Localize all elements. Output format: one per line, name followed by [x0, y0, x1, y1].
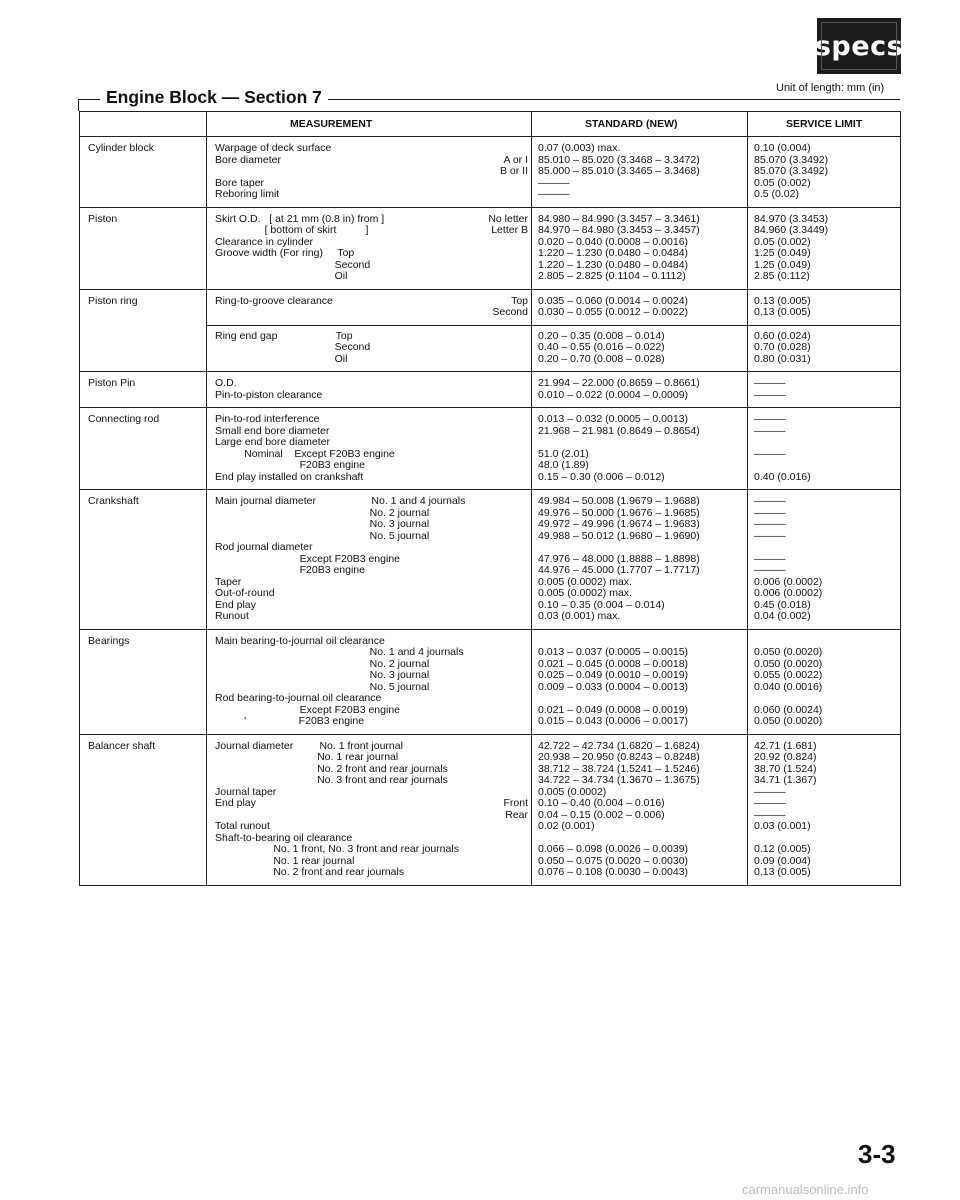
measurement-cell: Main bearing-to-journal oil clearance No. 1 and 4 journals No. 2 journal No. 3 journal No. 5 journal Rod bearing-to-journal oil clearance Except F20B3 engine ' F20B3 engine: [215, 634, 464, 727]
measurement-cell: O.D. Pin-to-piston clearance: [215, 377, 323, 401]
spec-table: [79, 111, 901, 886]
specs-logo: specs: [817, 18, 901, 74]
unit-note: Unit of length: mm (in): [776, 82, 885, 94]
header-measurement: MEASUREMENT: [290, 118, 373, 130]
column-divider: [206, 490, 207, 629]
table-row: [80, 290, 900, 373]
measurement-cell: Ring-to-groove clearance: [215, 294, 333, 307]
component-cell: Cylinder block: [88, 142, 154, 154]
qualifier-cell: A or I B or II: [499, 153, 528, 177]
service-limit-cell: 0.13 (0.005) 0.13 (0.005): [754, 294, 811, 318]
table-row: [80, 208, 900, 290]
standard-cell: 0.013 – 0.032 (0.0005 – 0.0013) 21.968 – 21.981 (0.8649 – 0.8654) 51.0 (2.01) 48.0 (1.89) 0.15 – 0.30 (0.006 – 0.012): [538, 413, 700, 483]
column-divider: [747, 630, 748, 734]
column-divider: [206, 408, 207, 489]
qualifier-cell: No letter Letter B: [488, 212, 528, 236]
component-cell: Bearings: [88, 634, 130, 647]
standard-cell: 0.20 – 0.35 (0.008 – 0.014) 0.40 – 0.55 (0.016 – 0.022) 0.20 – 0.70 (0.008 – 0.028): [538, 329, 665, 365]
service-limit-cell: 84.970 (3.3453) 84.960 (3.3449) 0.05 (0.002) 1.25 (0.049) 1.25 (0.049) 2.85 (0.112): [754, 212, 829, 282]
qualifier-cell: Top Second: [492, 294, 528, 318]
service-limit-cell: 0.050 (0.0020) 0.050 (0.0020) 0.055 (0.0022) 0.040 (0.0016) 0.060 (0.0024) 0.050 (0.0020): [754, 646, 823, 727]
service-limit-cell: 42.71 (1.681) 20.92 (0.824) 38.70 (1.524) 34.71 (1.367) ——— ——— ——— 0.03 (0.001) 0.12 (0.005) 0.09 (0.004) 0.13 (0.005): [754, 739, 817, 878]
standard-cell: 0.013 – 0.037 (0.0005 – 0.0015) 0.021 – 0.045 (0.0008 – 0.0018) 0.025 – 0.049 (0.0010 – 0.0019) 0.009 – 0.033 (0.0004 – 0.0013) 0.021 – 0.049 (0.0008 – 0.0019) 0.015 – 0.043 (0.0006 – 0.0017): [538, 646, 689, 727]
table-row: [80, 735, 900, 885]
service-limit-cell: 0.10 (0.004) 85.070 (3.3492) 85.070 (3.3492) 0.05 (0.002) 0.5 (0.02): [754, 142, 829, 200]
table-row: [80, 372, 900, 408]
page-number: 3-3: [858, 1139, 896, 1169]
table-row: [80, 408, 900, 490]
table-row: [80, 137, 900, 208]
column-divider: [747, 137, 748, 207]
table-body: [80, 137, 900, 885]
standard-cell: 49.984 – 50.008 (1.9679 – 1.9688) 49.976 – 50.000 (1.9676 – 1.9685) 49.972 – 49.996 (1.9674 – 1.9683) 49.988 – 50.012 (1.9680 – 1.9690) 47.976 – 48.000 (1.8888 – 1.8898) 44.976 – 45.000 (1.7707 – 1.7717) 0.005 (0.0002) max. 0.005 (0.0002) max. 0.10 – 0.35 (0.004 – 0.014) 0.03 (0.001) max.: [538, 495, 700, 622]
column-divider: [747, 208, 748, 289]
header-standard: STANDARD (NEW): [585, 118, 678, 130]
column-divider: [747, 490, 748, 629]
header-service: SERVICE LIMIT: [786, 118, 863, 130]
measurement-cell: Skirt O.D. [ at 21 mm (0.8 in) from ] [ bottom of skirt ] Clearance in cylinder Groove width (For ring) Top Second Oil: [215, 212, 385, 282]
measurement-cell: Warpage of deck surface Bore diameter Bore taper Reboring limit: [215, 142, 332, 200]
component-cell: Balancer shaft: [88, 739, 156, 752]
group-separator: [206, 325, 900, 326]
service-limit-cell: ——— ——— ——— ——— ——— ——— 0.006 (0.0002) 0.006 (0.0002) 0.45 (0.018) 0.04 (0.002): [754, 495, 823, 622]
standard-cell: 0.035 – 0.060 (0.0014 – 0.0024) 0.030 – 0.055 (0.0012 – 0.0022): [538, 294, 689, 318]
measurement-cell: Journal diameter No. 1 front journal No. 1 rear journal No. 2 front and rear journals No. 3 front and rear journals Journal taper End play Total runout Shaft-to-bearing oil clearance No. 1 front, No. 3 front and rear journals No. 1 rear journal No. 2 front and rear journals: [215, 739, 459, 878]
column-divider: [531, 408, 532, 489]
column-divider: [206, 208, 207, 289]
column-divider: [747, 408, 748, 489]
column-divider: [206, 630, 207, 734]
service-limit-cell: ——— ——— ——— 0.40 (0.016): [754, 413, 811, 483]
column-divider: [747, 372, 748, 407]
standard-cell: 42.722 – 42.734 (1.6820 – 1.6824) 20.938 – 20.950 (0.8243 – 0.8248) 38.712 – 38.724 (1.5241 – 1.5246) 34.722 – 34.734 (1.3670 – 1.3675) 0.005 (0.0002) 0.10 – 0.40 (0.004 – 0.016) 0.04 – 0.15 (0.002 – 0.006) 0.02 (0.001) 0.066 – 0.098 (0.0026 – 0.0039) 0.050 – 0.075 (0.0020 – 0.0030) 0.076 – 0.108 (0.0030 – 0.0043): [538, 739, 700, 878]
qualifier-cell: Front Rear: [503, 797, 528, 821]
component-cell: Piston ring: [88, 294, 138, 307]
table-row: [80, 630, 900, 735]
standard-cell: 21.994 – 22.000 (0.8659 – 0.8661) 0.010 – 0.022 (0.0004 – 0.0009): [538, 377, 700, 401]
column-divider: [531, 208, 532, 289]
service-limit-cell: ——— ———: [754, 377, 786, 401]
watermark: carmanualsonline.info: [742, 1182, 869, 1197]
service-limit-cell: 0.60 (0.024) 0.70 (0.028) 0.80 (0.031): [754, 329, 811, 365]
measurement-cell: Pin-to-rod interference Small end bore diameter Large end bore diameter Nominal Except F20B3 engine F20B3 engine End play installed on crankshaft: [215, 413, 395, 483]
measurement-cell: Ring end gap Top Second Oil: [215, 329, 371, 365]
component-cell: Connecting rod: [88, 413, 160, 425]
component-cell: Crankshaft: [88, 495, 139, 507]
component-cell: Piston: [88, 212, 118, 225]
table-row: [80, 490, 900, 630]
column-divider: [206, 372, 207, 407]
column-divider: [206, 137, 207, 207]
column-divider: [531, 490, 532, 629]
column-divider: [747, 290, 748, 372]
standard-cell: 84.980 – 84.990 (3.3457 – 3.3461) 84.970 – 84.980 (3.3453 – 3.3457) 0.020 – 0.040 (0.0008 – 0.0016) 1.220 – 1.230 (0.0480 – 0.0484) 1.220 – 1.230 (0.0480 – 0.0484) 2.805 – 2.825 (0.1104 – 0.1112): [538, 212, 700, 282]
column-divider: [531, 290, 532, 372]
column-divider: [206, 735, 207, 885]
column-divider: [531, 372, 532, 407]
column-divider: [531, 735, 532, 885]
table-header: [80, 112, 900, 137]
component-cell: Piston Pin: [88, 377, 136, 389]
column-divider: [206, 290, 207, 372]
standard-cell: 0.07 (0.003) max. 85.010 – 85.020 (3.3468 – 3.3472) 85.000 – 85.010 (3.3465 – 3.3468) ——— ———: [538, 142, 700, 200]
column-divider: [531, 137, 532, 207]
column-divider: [531, 630, 532, 734]
column-divider: [747, 735, 748, 885]
measurement-cell: Main journal diameter No. 1 and 4 journals No. 2 journal No. 3 journal No. 5 journal Rod journal diameter Except F20B3 engine F20B3 engine Taper Out-of-round End play Runout: [215, 495, 466, 622]
page-title: Engine Block — Section 7: [100, 87, 328, 108]
title-rule-corner: [78, 99, 79, 111]
